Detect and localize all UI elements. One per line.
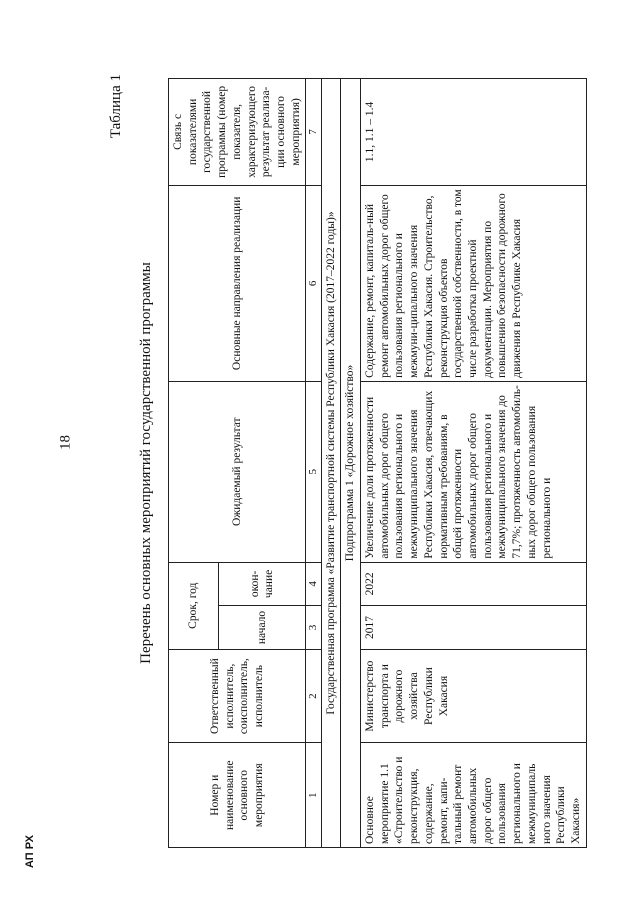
column-number: 4	[306, 562, 321, 606]
header-executor: Ответственный исполнитель, соисполнитель, исполнитель	[169, 649, 306, 743]
column-number: 7	[306, 79, 321, 186]
header-indicators: Связь с показателями государственной программы (номер показателя, характеризующего результат реализа-ции основного мероприятия)	[169, 79, 306, 186]
header-directions: Основные направления реализации	[169, 185, 306, 381]
table-label: Таблица 1	[108, 74, 124, 139]
measure-result: Увеличение доли протяженности автомобильных дорог общего пользования регионального и межмуниципального значения Республики Хакасия, отвечающих нормативным требованиям, в общей протяженности автомобильных дорог общего пользования регионального и межмуниципального значения до 71,7%; протяженность автомобиль-ных дорог общего пользования регионального и	[360, 381, 586, 562]
measures-table	[168, 78, 587, 848]
document-title: Перечень основных мероприятий государственной программы	[138, 262, 154, 664]
column-number: 3	[306, 606, 321, 650]
document-sheet	[108, 68, 598, 858]
measure-start: 2017	[360, 606, 586, 650]
column-number: 1	[306, 743, 321, 848]
column-number: 2	[306, 649, 321, 743]
column-number: 5	[306, 381, 321, 562]
side-mark: АП РХ	[24, 834, 36, 868]
header-row	[169, 79, 219, 848]
header-name: Номер и наименование основного мероприятия	[169, 743, 306, 848]
header-start: начало	[219, 606, 306, 650]
table-row	[360, 79, 586, 848]
measure-name: Основное мероприятие 1.1 «Строительство и реконструкция, содержание, ремонт, капи-тальный ремонт автомобильных дорог общего пользования регионального и межмуниципаль ного значения Республики Хакасия»	[360, 743, 586, 848]
measure-directions: Содержание, ремонт, капиталь-ный ремонт автомобильных дорог общего пользования регионального и межмуни-ципального значения Республики Хакасия. Строительство, реконструкция объектов государственной собственности, в том числе разработка проектной документации. Мероприятия по повышению безопасности дорожного движения в Республике Хакасия	[360, 185, 586, 381]
program-title: Государственная программа «Развитие транспортной системы Республики Хакасия (2017–2022 годы)»	[321, 79, 341, 848]
measure-indicators: 1.1, 1.1 – 1.4	[360, 79, 586, 186]
page-number: 18	[57, 435, 74, 450]
subprogram-title: Подпрограмма 1 «Дорожное хозяйство»	[341, 79, 361, 848]
header-result: Ожидаемый результат	[169, 381, 306, 562]
program-row	[321, 79, 341, 848]
measure-executor: Министерство транспорта и дорожного хозяйства Республики Хакасия	[360, 649, 586, 743]
measure-end: 2022	[360, 562, 586, 606]
header-term: Срок, год	[169, 562, 219, 649]
header-end: окон-чание	[219, 562, 306, 606]
column-number: 6	[306, 185, 321, 381]
column-number-row	[306, 79, 321, 848]
subprogram-row	[341, 79, 361, 848]
